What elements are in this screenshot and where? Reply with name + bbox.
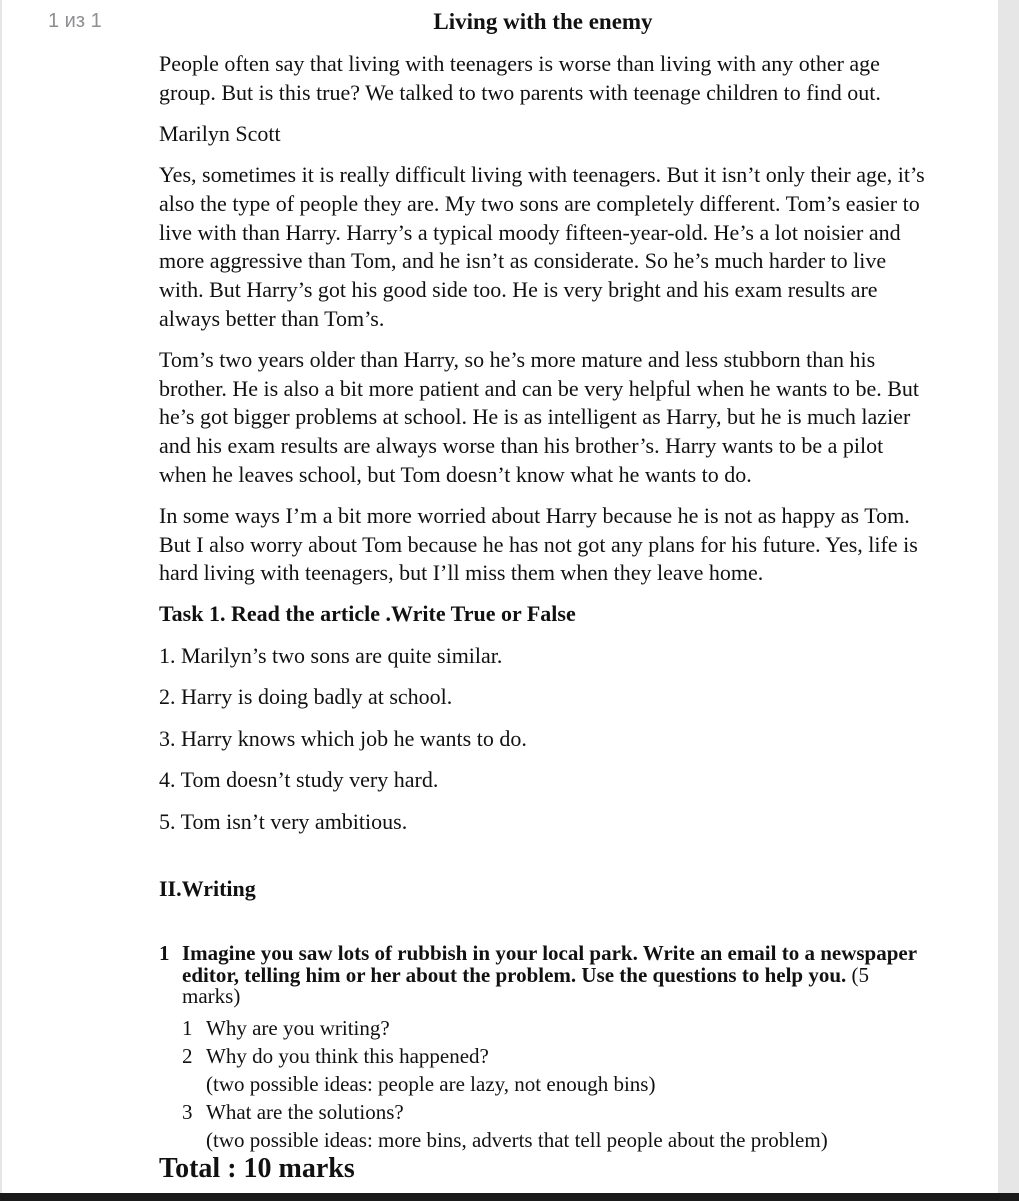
writing-prompt: [182, 943, 929, 1008]
author-name: Marilyn Scott: [159, 120, 281, 146]
document-title: Living with the enemy: [433, 9, 653, 34]
task1-heading: Task 1. Read the article .Write True or False: [159, 601, 576, 627]
statement-item: 4. Tom doesn’t study very hard.: [159, 767, 439, 793]
statement-item: 1. Marilyn’s two sons are quite similar.: [159, 642, 503, 668]
writing-task-number: 1: [159, 941, 170, 965]
question-number: 3: [182, 1099, 193, 1124]
statement-item: 2. Harry is doing badly at school.: [159, 684, 453, 710]
writing-task: [159, 943, 929, 1154]
question-number: 1: [182, 1015, 193, 1040]
article-paragraph: Tom’s two years older than Harry, so he’s more mature and less stubborn than his brother. He is also a bit more patient and can be very helpful when he wants to be. But he’s got bigger problems at school. He is as intelligent as Harry, but he is much lazier and his exam results are always worse than his brother’s. Harry wants to be a pilot when he leaves school, but Tom doesn’t know what he wants to do.: [159, 346, 920, 487]
statement-item: 3. Harry knows which job he wants to do.: [159, 725, 527, 751]
article-paragraph: In some ways I’m a bit more worried about Harry because he is not as happy as Tom. But I also worry about Tom because he has not got any plans for his future. Yes, life is hard living with teenagers, but I’ll miss them when they leave home.: [159, 502, 918, 586]
question-hint: (two possible ideas: people are lazy, not enough bins): [206, 1071, 656, 1096]
writing-heading: II.Writing: [159, 876, 256, 901]
article-paragraph: Yes, sometimes it is really difficult living with teenagers. But it isn’t only their age, it’s also the type of people they are. My two sons are completely different. Tom’s easier to live with than Harry. Harry’s a typical moody fifteen-year-old. He’s a lot noisier and more aggressive than Tom, and he isn’t as considerate. So he’s much harder to live with. But Harry’s got his good side too. He is very bright and his exam results are always better than Tom’s.: [159, 162, 925, 331]
page-indicator: 1 из 1: [48, 10, 102, 32]
question-text: Why do you think this happened?: [206, 1043, 489, 1068]
true-false-list: [159, 642, 929, 837]
bottom-edge: [0, 1193, 1019, 1201]
guiding-questions: [159, 1014, 929, 1154]
question-hint: (two possible ideas: more bins, adverts that tell people about the problem): [206, 1127, 828, 1152]
question-item: [159, 1042, 929, 1098]
question-item: [159, 1098, 929, 1154]
question-text: Why are you writing?: [206, 1015, 390, 1040]
intro-paragraph: People often say that living with teenagers is worse than living with any other age group. But is this true? We talked to two parents with teenage children to find out.: [159, 51, 881, 105]
total-marks: Total : 10 marks: [159, 1153, 355, 1184]
question-number: 2: [182, 1043, 193, 1068]
question-item: [159, 1014, 929, 1042]
article-body: [159, 50, 929, 849]
writing-prompt-text: Imagine you saw lots of rubbish in your local park. Write an email to a newspaper editor, telling him or her about the problem. Use the questions to help you.: [182, 941, 917, 987]
writing-prompt-marks: (5 marks): [182, 962, 870, 1008]
question-text: What are the solutions?: [206, 1099, 404, 1124]
statement-item: 5. Tom isn’t very ambitious.: [159, 808, 408, 834]
